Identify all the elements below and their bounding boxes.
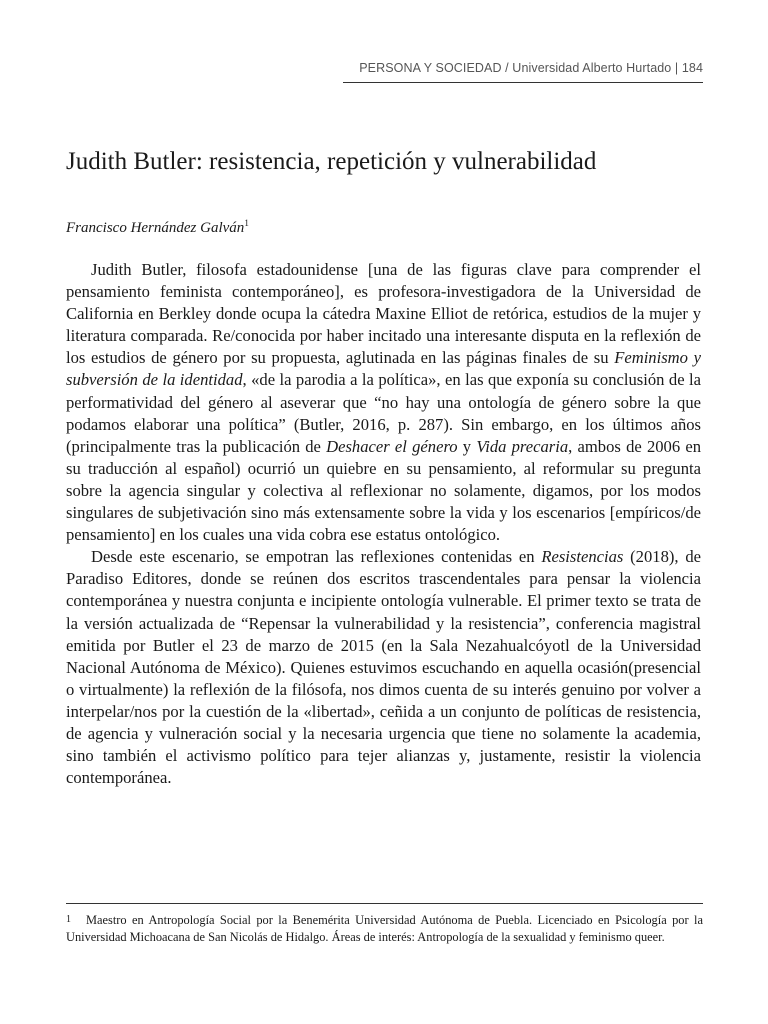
paragraph-1 xyxy=(66,259,701,546)
author-name: Francisco Hernández Galván xyxy=(66,220,245,236)
paragraph-1-text-1: Judith Butler, filosofa estadounidense [una de las figuras clave para comprender el pensamiento feminista contemporáneo], es profesora-investigadora de la Universidad de California en Berkley donde ocupa la cátedra Maxine Elliot de retórica, estudios de la mujer y literatura comparada. Re/conocida por haber incitado una interesante disputa en la reflexión de los estudios de género por su propuesta, aglutinada en las páginas finales de su xyxy=(66,260,701,368)
article-title: Judith Butler: resistencia, repetición y vulnerabilidad xyxy=(66,148,597,175)
article-body xyxy=(66,259,701,789)
paragraph-2-text-2: (2018), de Paradiso Editores, donde se reúnen dos escritos trascendentales para pensar la violencia contemporánea y nuestra conjunta e incipiente ontología vulnerable. El primer texto se trata de la versión actualizada de “Repensar la vulnerabilidad y la resistencia”, conferencia magistral emitida por Butler el 23 de marzo de 2015 (en la Sala Nezahualcóyotl de la Universidad Nacional Autónoma de México). Quienes estuvimos escuchando en aquella ocasión(presencial o virtualmente) la reflexión de la filósofa, nos dimos cuenta de su interés genuino por volver a interpelar/nos por la cuestión de la «libertad», ceñida a un conjunto de políticas de resistencia, de agencia y vulneración social y la necesaria urgencia que tiene no solamente la academia, sino también el activismo político para tejer alianzas y, justamente, resistir la violencia contemporánea. xyxy=(66,547,701,788)
book-title-deshacer: Deshacer el género xyxy=(326,436,458,456)
paragraph-1-text-2: , «de la parodia a la política», en las que exponía su conclusión de la performatividad del género al aseverar que “no hay una ontología de género sobre la que podamos elaborar una política” (Butler, 2016, p. 287). Sin embargo, en los últimos años (principalmente tras la publicación de xyxy=(66,370,701,456)
article-author xyxy=(66,218,249,238)
running-header: PERSONA Y SOCIEDAD / Universidad Alberto Hurtado | 184 xyxy=(359,61,703,75)
footnote-text: Maestro en Antropología Social por la Benemérita Universidad Autónoma de Puebla. Licenciado en Psicología por la Universidad Michoacana de San Nicolás de Hidalgo. Áreas de interés: Antropología de la sexualidad y feminismo queer. xyxy=(66,913,703,944)
header-rule xyxy=(343,82,703,83)
author-footnote-mark[interactable]: 1 xyxy=(244,218,249,228)
paragraph-1-text-4: , ambos de 2006 en su traducción al español) ocurrió un quiebre en su pensamiento, al reformular su pregunta sobre la agencia singular y colectiva al reflexionar no solamente, digamos, por los modos singulares de subjetivación sino más extensamente sobre la vida y los escenarios [empíricos/de pensamiento] en los cuales una vida cobra ese estatus ontológico. xyxy=(66,436,702,545)
book-title-feminismo: Feminismo y subversión de la identidad xyxy=(66,348,701,390)
footnote: 1 Maestro en Antropología Social por la Benemérita Universidad Autónoma de Puebla. Licenciado en Psicología por la Universidad Michoacana de San Nicolás de Hidalgo. Áreas de interés: Antropología de la sexualidad y feminismo queer. xyxy=(66,913,703,944)
book-title-vida-precaria: Vida precaria xyxy=(476,436,569,456)
footnote-rule xyxy=(66,903,703,904)
paragraph-2-text-1: Desde este escenario, se empotran las reflexiones contenidas en xyxy=(91,547,542,567)
paragraph-2 xyxy=(66,546,701,789)
book-title-resistencias: Resistencias xyxy=(541,547,624,567)
paragraph-1-text-3: y xyxy=(457,436,477,456)
